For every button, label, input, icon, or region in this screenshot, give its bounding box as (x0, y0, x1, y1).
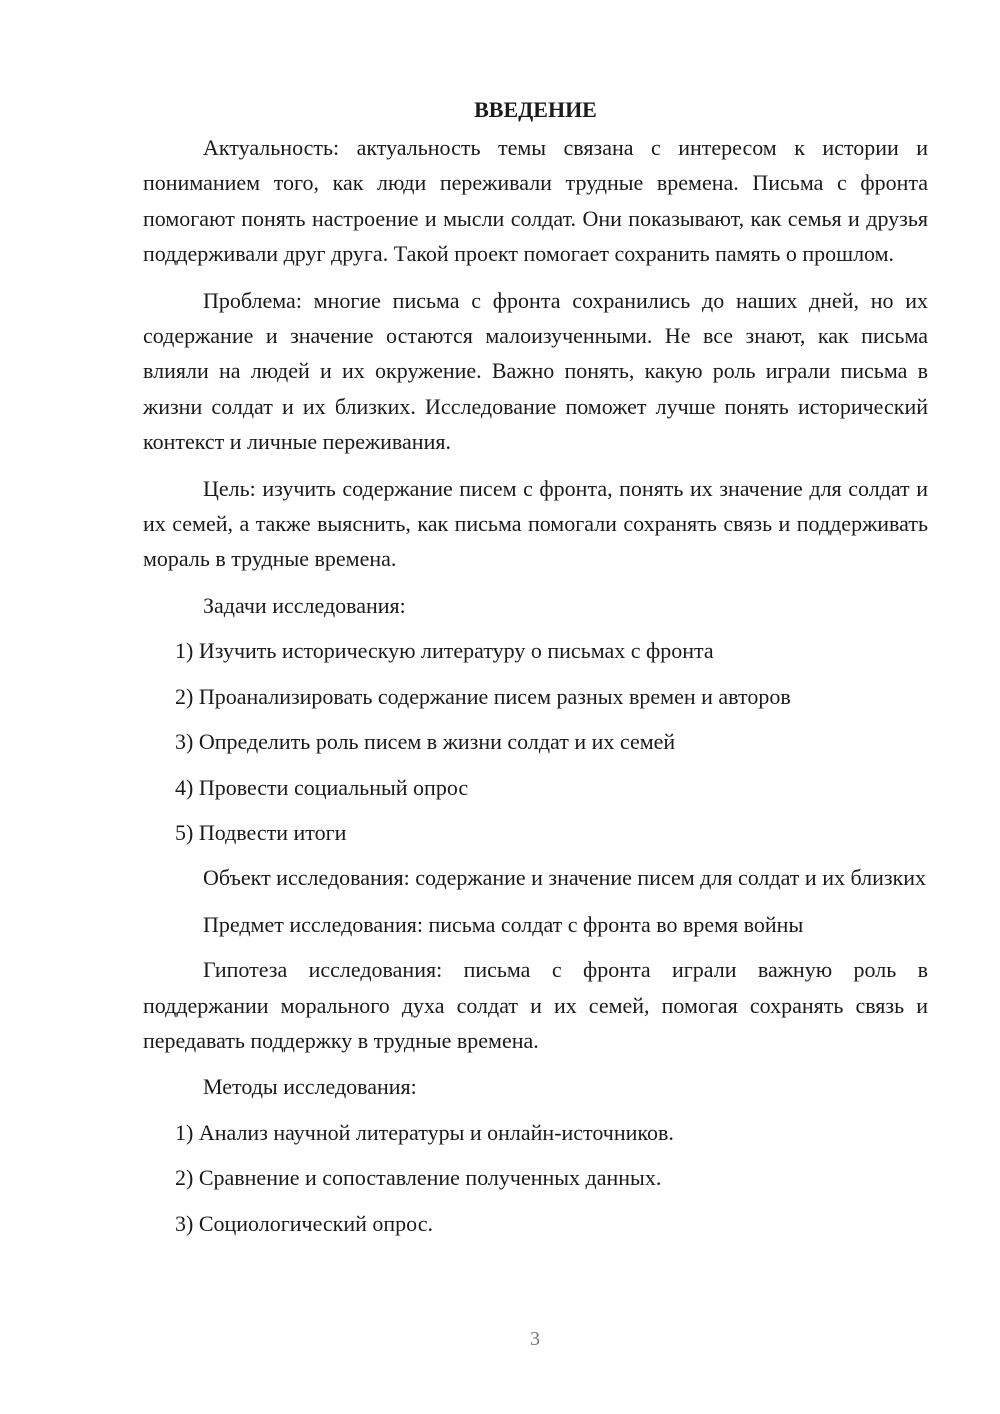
paragraph-object: Объект исследования: содержание и значение писем для солдат и их близких (203, 865, 927, 891)
paragraph-hypothesis: Гипотеза исследования: письма с фронта играли важную роль в поддержании морального духа солдат и их семей, помогая сохранять связь и передавать поддержку в трудные времена. (143, 957, 928, 1053)
paragraph-subject: Предмет исследования: письма солдат с фронта во время войны (203, 911, 804, 937)
list-item: 1) Изучить историческую литературу о письмах с фронта (175, 638, 714, 664)
list-item: 5) Подвести итоги (175, 819, 347, 845)
list-item: 1) Анализ научной литературы и онлайн-источников. (175, 1119, 674, 1145)
list-item: 4) Провести социальный опрос (175, 774, 469, 800)
list-item: 2) Проанализировать содержание писем разных времен и авторов (175, 683, 791, 709)
list-item: 3) Социологический опрос. (175, 1210, 433, 1236)
tasks-heading: Задачи исследования: (203, 592, 406, 618)
list-item: 3) Определить роль писем в жизни солдат и их семей (175, 729, 676, 755)
tasks-list (143, 633, 928, 850)
paragraph-problem: Проблема: многие письма с фронта сохранились до наших дней, но их содержание и значение остаются малоизученными. Не все знают, как письма влияли на людей и их окружение. Важно понять, какую роль играли письма в жизни солдат и их близких. Исследование поможет лучше понять исторический контекст и личные переживания. (143, 287, 928, 455)
page-number: 3 (530, 1328, 540, 1350)
document-page (143, 92, 928, 1392)
paragraph-relevance: Актуальность: актуальность темы связана с интересом к истории и пониманием того, как люди переживали трудные времена. Письма с фронта помогают понять настроение и мысли солдат. Они показывают, как семья и друзья поддерживали друг друга. Такой проект помогает сохранить память о прошлом. (143, 135, 928, 267)
methods-heading: Методы исследования: (203, 1074, 417, 1100)
page-title: ВВЕДЕНИЕ (474, 97, 597, 122)
paragraph-goal: Цель: изучить содержание писем с фронта, понять их значение для солдат и их семей, а также выяснить, как письма помогали сохранять связь и поддерживать мораль в трудные времена. (143, 475, 928, 572)
methods-list (143, 1115, 928, 1241)
list-item: 2) Сравнение и сопоставление полученных данных. (175, 1165, 662, 1191)
